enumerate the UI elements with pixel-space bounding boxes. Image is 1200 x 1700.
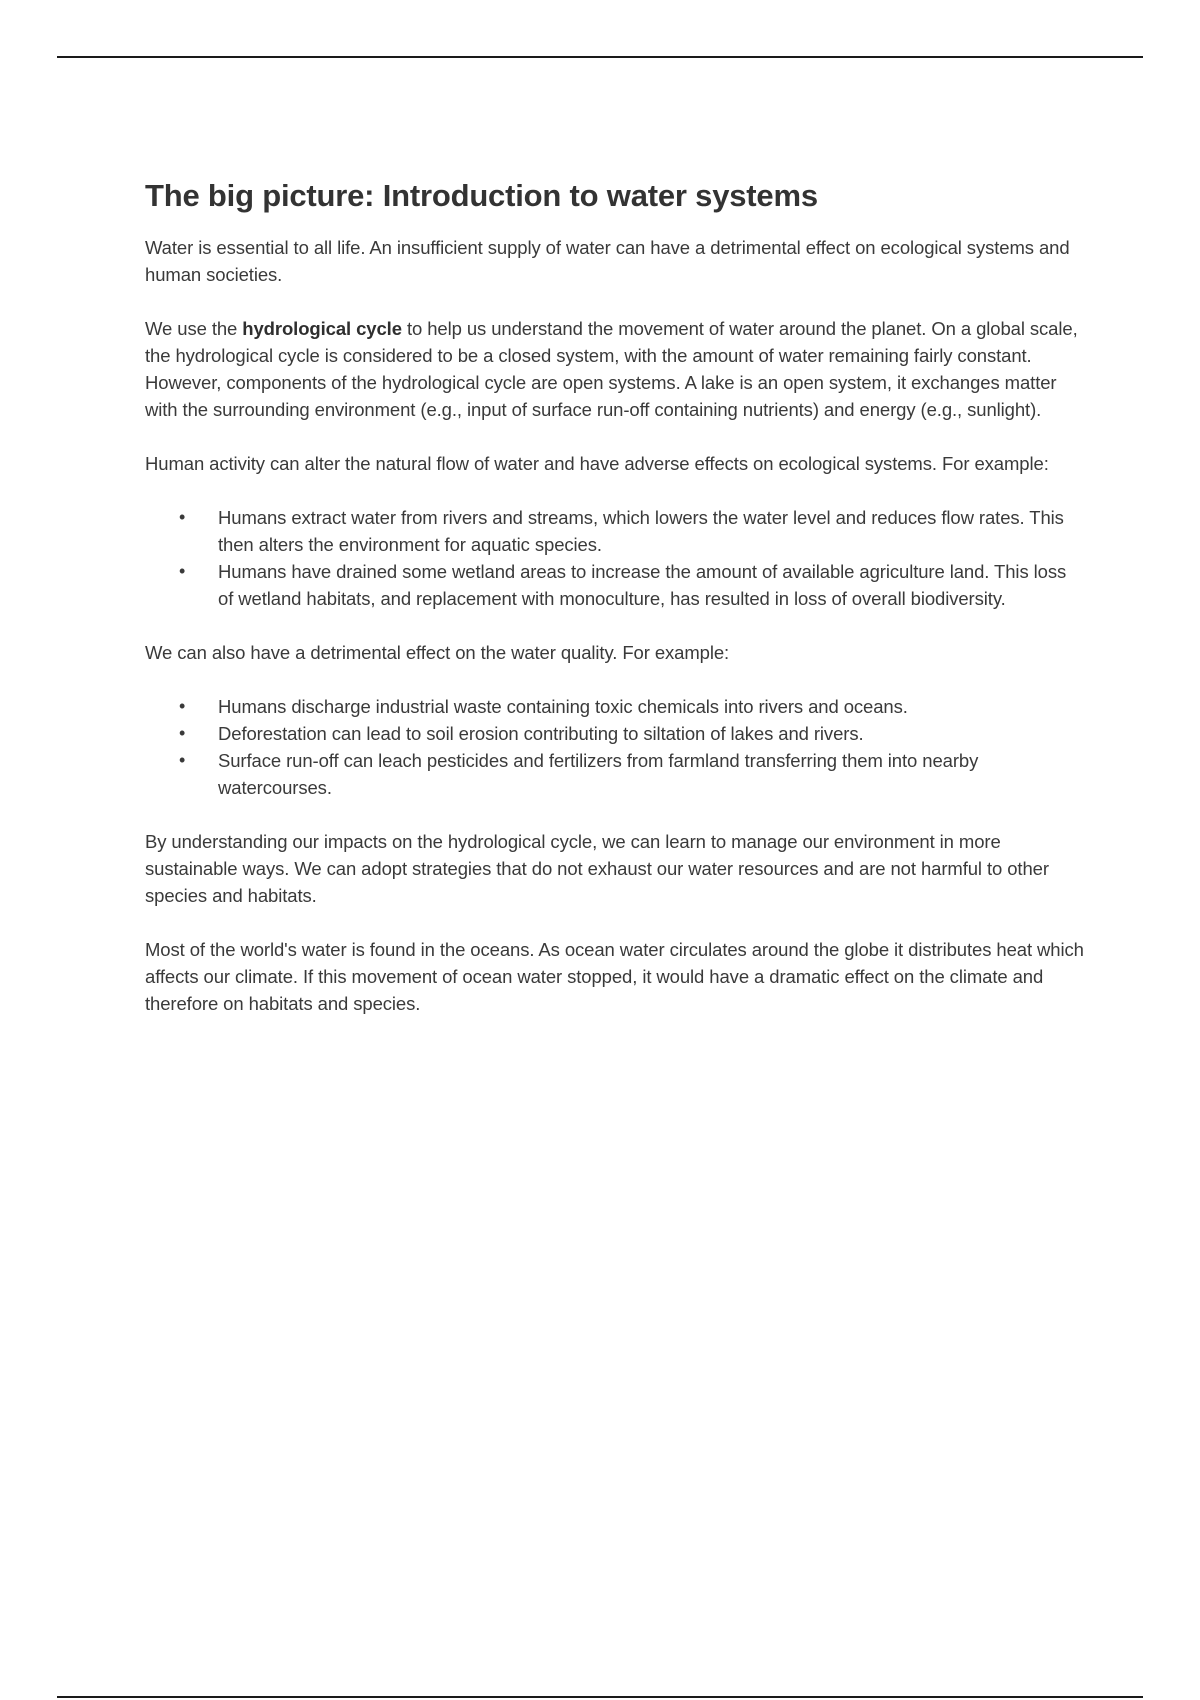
- hydrological-cycle-paragraph: [145, 315, 1085, 423]
- list-item: • Humans have drained some wetland areas to increase the amount of available agriculture land. This loss of wetland habitats, and replacement with monoculture, has resulted in loss of overall biodiversity.: [145, 558, 1085, 612]
- human-activity-list: [145, 504, 1085, 612]
- intro-paragraph: Water is essential to all life. An insufficient supply of water can have a detrimental effect on ecological systems and human societies.: [145, 237, 1070, 285]
- list-item: • Surface run-off can leach pesticides and fertilizers from farmland transferring them into nearby watercourses.: [145, 747, 1085, 801]
- page-title: The big picture: Introduction to water systems: [145, 178, 818, 213]
- sustainability-paragraph: By understanding our impacts on the hydrological cycle, we can learn to manage our environment in more sustainable ways. We can adopt strategies that do not exhaust our water resources and are not harmful to other species and habitats.: [145, 831, 1049, 906]
- human-activity-intro: Human activity can alter the natural flow of water and have adverse effects on ecological systems. For example:: [145, 453, 1049, 474]
- list-item: • Humans extract water from rivers and streams, which lowers the water level and reduces flow rates. This then alters the environment for aquatic species.: [145, 504, 1085, 558]
- footer-rule: [57, 1696, 1143, 1698]
- bullet-icon: •: [179, 561, 186, 581]
- list-item: • Deforestation can lead to soil erosion contributing to siltation of lakes and rivers.: [145, 720, 1085, 747]
- list-item: • Humans discharge industrial waste containing toxic chemicals into rivers and oceans.: [145, 693, 1085, 720]
- header-rule: [57, 56, 1143, 58]
- oceans-paragraph: Most of the world's water is found in the oceans. As ocean water circulates around the globe it distributes heat which affects our climate. If this movement of ocean water stopped, it would have a dramatic effect on the climate and therefore on habitats and species.: [145, 939, 1084, 1014]
- water-quality-list: [145, 693, 1085, 801]
- water-quality-intro: We can also have a detrimental effect on the water quality. For example:: [145, 642, 730, 663]
- cycle-rest-text: to help us understand the movement of water around the planet. On a global scale, the hydrological cycle is considered to be a closed system, with the amount of water remaining fairly constant. However, components of the hydrological cycle are open systems. A lake is an open system, it exchanges matter with the surrounding environment (e.g., input of surface run-off containing nutrients) and energy (e.g., sunlight).: [145, 318, 1078, 420]
- bullet-icon: •: [179, 750, 186, 770]
- bullet-icon: •: [179, 696, 186, 716]
- bullet-icon: •: [179, 507, 186, 527]
- hydrological-cycle-term: hydrological cycle: [242, 318, 402, 339]
- cycle-lead-text: We use the: [145, 318, 243, 339]
- document-body: [145, 178, 1085, 1044]
- bullet-icon: •: [179, 723, 186, 743]
